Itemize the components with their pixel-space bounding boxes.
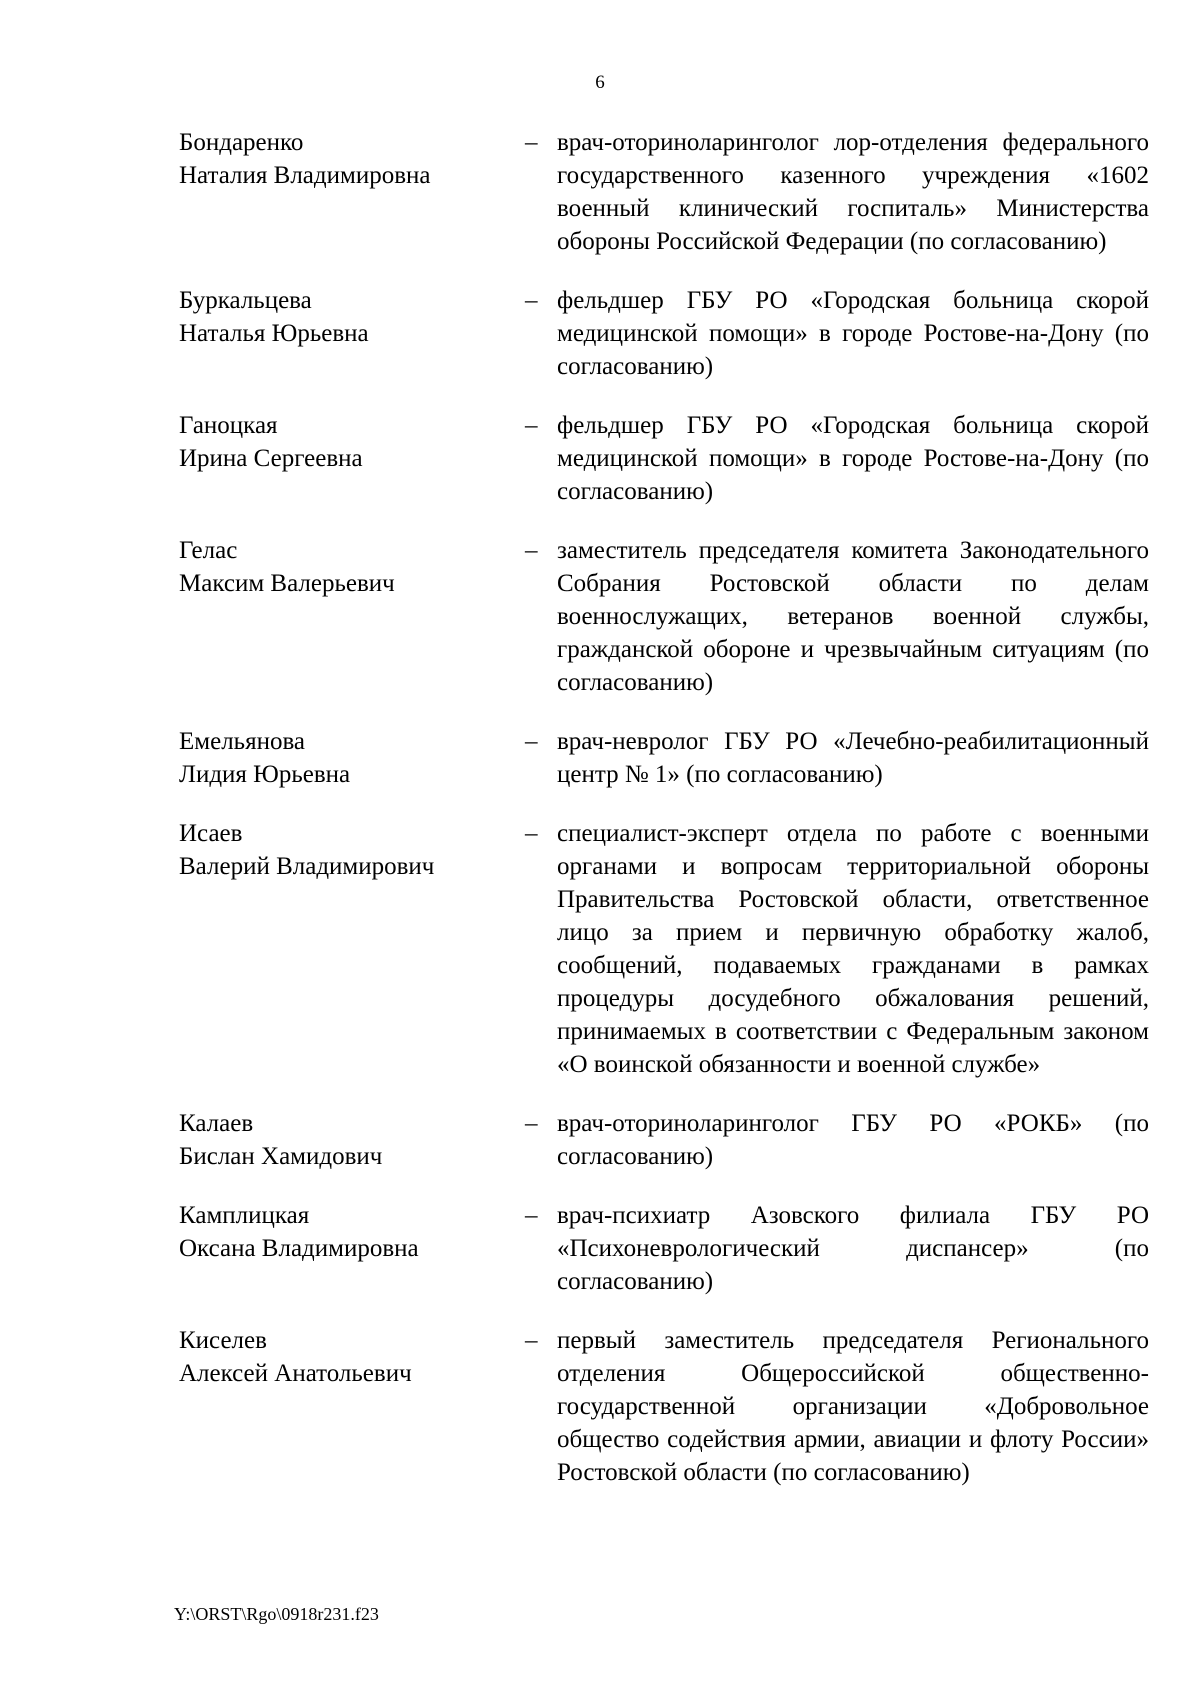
member-name: [179, 1324, 525, 1489]
member-position: заместитель председателя комитета Законодательного Собрания Ростовской области по делам военнослужащих, ветеранов военной службы, гражданской обороне и чрезвычайным ситуациям (по согласованию): [557, 537, 1149, 696]
member-given-names: Лидия Юрьевна: [179, 761, 351, 788]
member-surname: Киселев: [179, 1327, 267, 1354]
member-entry: [179, 725, 1149, 791]
member-name: [179, 725, 525, 791]
file-path-footer: Y:\ORST\Rgo\0918r231.f23: [174, 1604, 379, 1624]
member-entry: [179, 126, 1149, 258]
dash-separator: –: [525, 129, 538, 156]
member-name: [179, 126, 525, 258]
member-position: специалист-эксперт отдела по работе с военными органами и вопросам территориальной обороны Правительства Ростовской области, ответственное лицо за прием и первичную обработку жалоб, сообщений, подаваемых гражданами в рамках процедуры досудебного обжалования решений, принимаемых в соответствии с Федеральным законом «О воинской обязанности и военной службе»: [557, 820, 1149, 1078]
member-entry: [179, 1107, 1149, 1173]
dash-separator: –: [525, 728, 538, 755]
member-name: [179, 409, 525, 508]
member-position: врач-невролог ГБУ РО «Лечебно-реабилитационный центр № 1» (по согласованию): [557, 728, 1149, 788]
member-name: [179, 1199, 525, 1298]
dash-separator: –: [525, 537, 538, 564]
member-name: [179, 1107, 525, 1173]
dash-separator: –: [525, 820, 538, 847]
dash-separator: –: [525, 1327, 538, 1354]
member-given-names: Оксана Владимировна: [179, 1235, 419, 1262]
member-surname: Бондаренко: [179, 129, 304, 156]
member-position: фельдшер ГБУ РО «Городская больница скорой медицинской помощи» в городе Ростове-на-Дону (по согласованию): [557, 287, 1149, 380]
member-position: врач-оториноларинголог лор-отделения федерального государственного казенного учреждения «1602 военный клинический госпиталь» Министерства обороны Российской Федерации (по согласованию): [557, 129, 1149, 255]
member-surname: Камплицкая: [179, 1202, 310, 1229]
member-surname: Гелас: [179, 537, 238, 564]
member-position: врач-оториноларинголог ГБУ РО «РОКБ» (по согласованию): [557, 1110, 1149, 1170]
member-entry: [179, 284, 1149, 383]
dash-separator: –: [525, 412, 538, 439]
member-given-names: Ирина Сергеевна: [179, 445, 363, 472]
dash-separator: –: [525, 1202, 538, 1229]
member-name: [179, 534, 525, 699]
member-surname: Буркальцева: [179, 287, 312, 314]
member-surname: Ганоцкая: [179, 412, 278, 439]
member-given-names: Валерий Владимирович: [179, 853, 435, 880]
member-surname: Калаев: [179, 1110, 254, 1137]
member-list: [179, 126, 1149, 1489]
member-entry: [179, 817, 1149, 1081]
member-surname: Емельянова: [179, 728, 306, 755]
member-name: [179, 817, 525, 1081]
dash-separator: –: [525, 1110, 538, 1137]
member-position: врач-психиатр Азовского филиала ГБУ РО «Психоневрологический диспансер» (по согласованию): [557, 1202, 1149, 1295]
member-surname: Исаев: [179, 820, 243, 847]
member-given-names: Наталия Владимировна: [179, 162, 431, 189]
member-entry: [179, 1199, 1149, 1298]
member-given-names: Алексей Анатольевич: [179, 1360, 412, 1387]
member-given-names: Максим Валерьевич: [179, 570, 395, 597]
member-entry: [179, 534, 1149, 699]
member-given-names: Наталья Юрьевна: [179, 320, 369, 347]
member-entry: [179, 1324, 1149, 1489]
member-given-names: Бислан Хамидович: [179, 1143, 383, 1170]
page-number: 6: [595, 72, 605, 93]
member-position: первый заместитель председателя Регионального отделения Общероссийской общественно-государственной организации «Добровольное общество содействия армии, авиации и флоту России» Ростовской области (по согласованию): [557, 1327, 1149, 1486]
dash-separator: –: [525, 287, 538, 314]
member-entry: [179, 409, 1149, 508]
member-position: фельдшер ГБУ РО «Городская больница скорой медицинской помощи» в городе Ростове-на-Дону (по согласованию): [557, 412, 1149, 505]
member-name: [179, 284, 525, 383]
